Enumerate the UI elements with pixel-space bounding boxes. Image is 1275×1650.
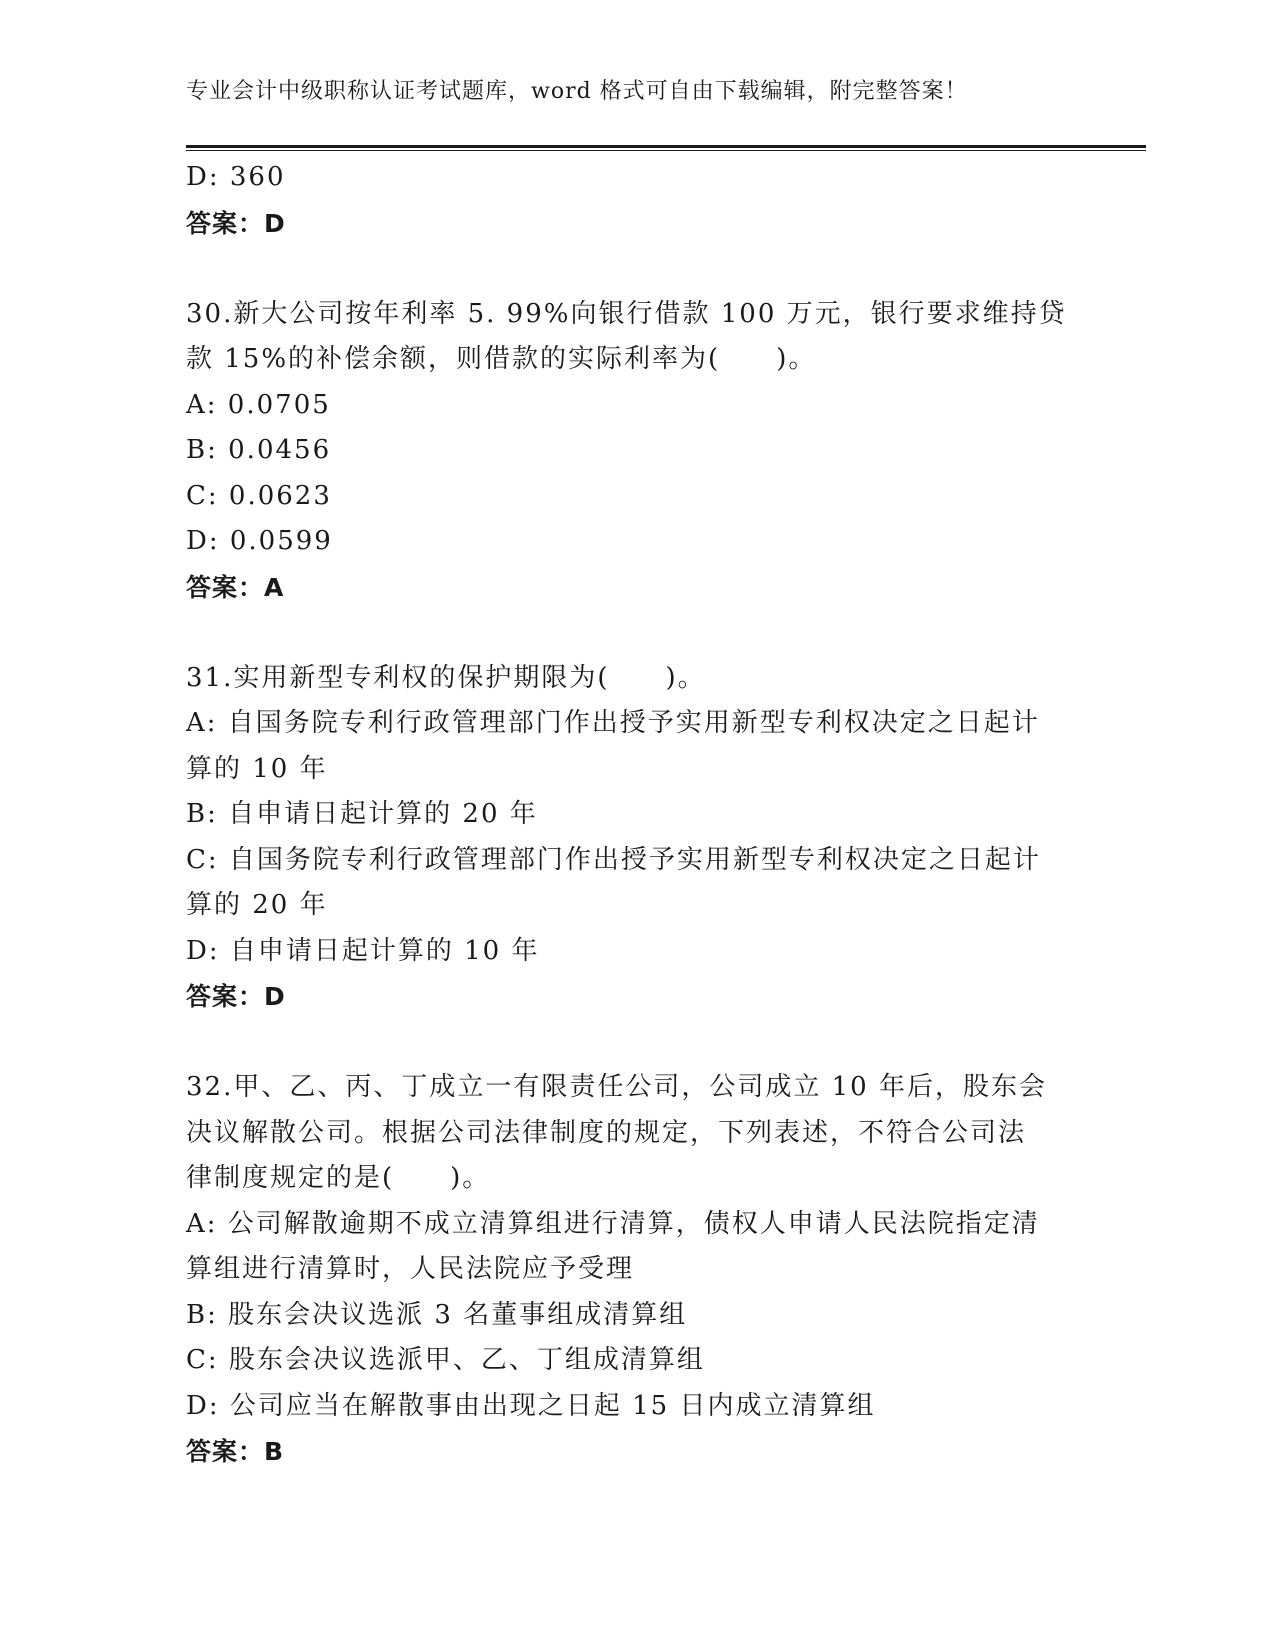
block-spacer	[186, 1020, 1086, 1066]
answer-line: 答案：B	[186, 1437, 285, 1466]
option-d: D: 0.0599	[186, 526, 333, 556]
question-text-line: 律制度规定的是( )。	[186, 1163, 491, 1193]
answer-line: 答案：A	[186, 572, 285, 602]
question-block-32	[186, 1065, 1086, 1475]
option-a: A: 公司解散逾期不成立清算组进行清算，债权人申请人民法院指定清	[186, 1208, 1040, 1239]
block-spacer	[186, 610, 1086, 656]
question-block-29-tail	[186, 155, 1086, 246]
answer-line: 答案：D	[186, 982, 286, 1011]
option-a-continued: 算的 10 年	[186, 753, 328, 784]
question-text-line: 32.甲、乙、丙、丁成立一有限责任公司，公司成立 10 年后，股东会	[186, 1072, 1047, 1102]
option-c-continued: 算的 20 年	[186, 890, 328, 920]
block-spacer	[186, 246, 1086, 292]
question-text-line: 决议解散公司。根据公司法律制度的规定，下列表述，不符合公司法	[186, 1117, 1027, 1148]
option-a: A: 自国务院专利行政管理部门作出授予实用新型专利权决定之日起计	[186, 708, 1040, 738]
header-rule-thick	[186, 145, 1146, 148]
option-d: D: 公司应当在解散事由出现之日起 15 日内成立清算组	[186, 1390, 876, 1421]
question-text-line: 款 15%的补偿余额，则借款的实际利率为( )。	[186, 344, 817, 374]
option-d: D: 自申请日起计算的 10 年	[186, 935, 540, 966]
page-header: 专业会计中级职称认证考试题库，word 格式可自由下载编辑，附完整答案！	[186, 79, 968, 104]
option-c: C: 股东会决议选派甲、乙、丁组成清算组	[186, 1345, 705, 1375]
option-b: B: 0.0456	[186, 435, 332, 465]
question-text-line: 30.新大公司按年利率 5. 99%向银行借款 100 万元，银行要求维持贷	[186, 298, 1067, 329]
answer-line: 答案：D	[186, 208, 286, 238]
option-d: D: 360	[186, 162, 286, 192]
option-b: B: 股东会决议选派 3 名董事组成清算组	[186, 1299, 688, 1330]
question-block-30	[186, 292, 1086, 611]
option-b: B: 自申请日起计算的 20 年	[186, 799, 538, 829]
header-rule-thin	[186, 150, 1146, 151]
option-c: C: 0.0623	[186, 480, 332, 511]
option-a: A: 0.0705	[186, 389, 331, 420]
question-block-31	[186, 656, 1086, 1020]
question-text-line: 31.实用新型专利权的保护期限为( )。	[186, 662, 706, 693]
option-c: C: 自国务院专利行政管理部门作出授予实用新型专利权决定之日起计	[186, 844, 1041, 875]
document-body	[186, 155, 1086, 1475]
option-a-continued: 算组进行清算时，人民法院应予受理	[186, 1254, 635, 1284]
